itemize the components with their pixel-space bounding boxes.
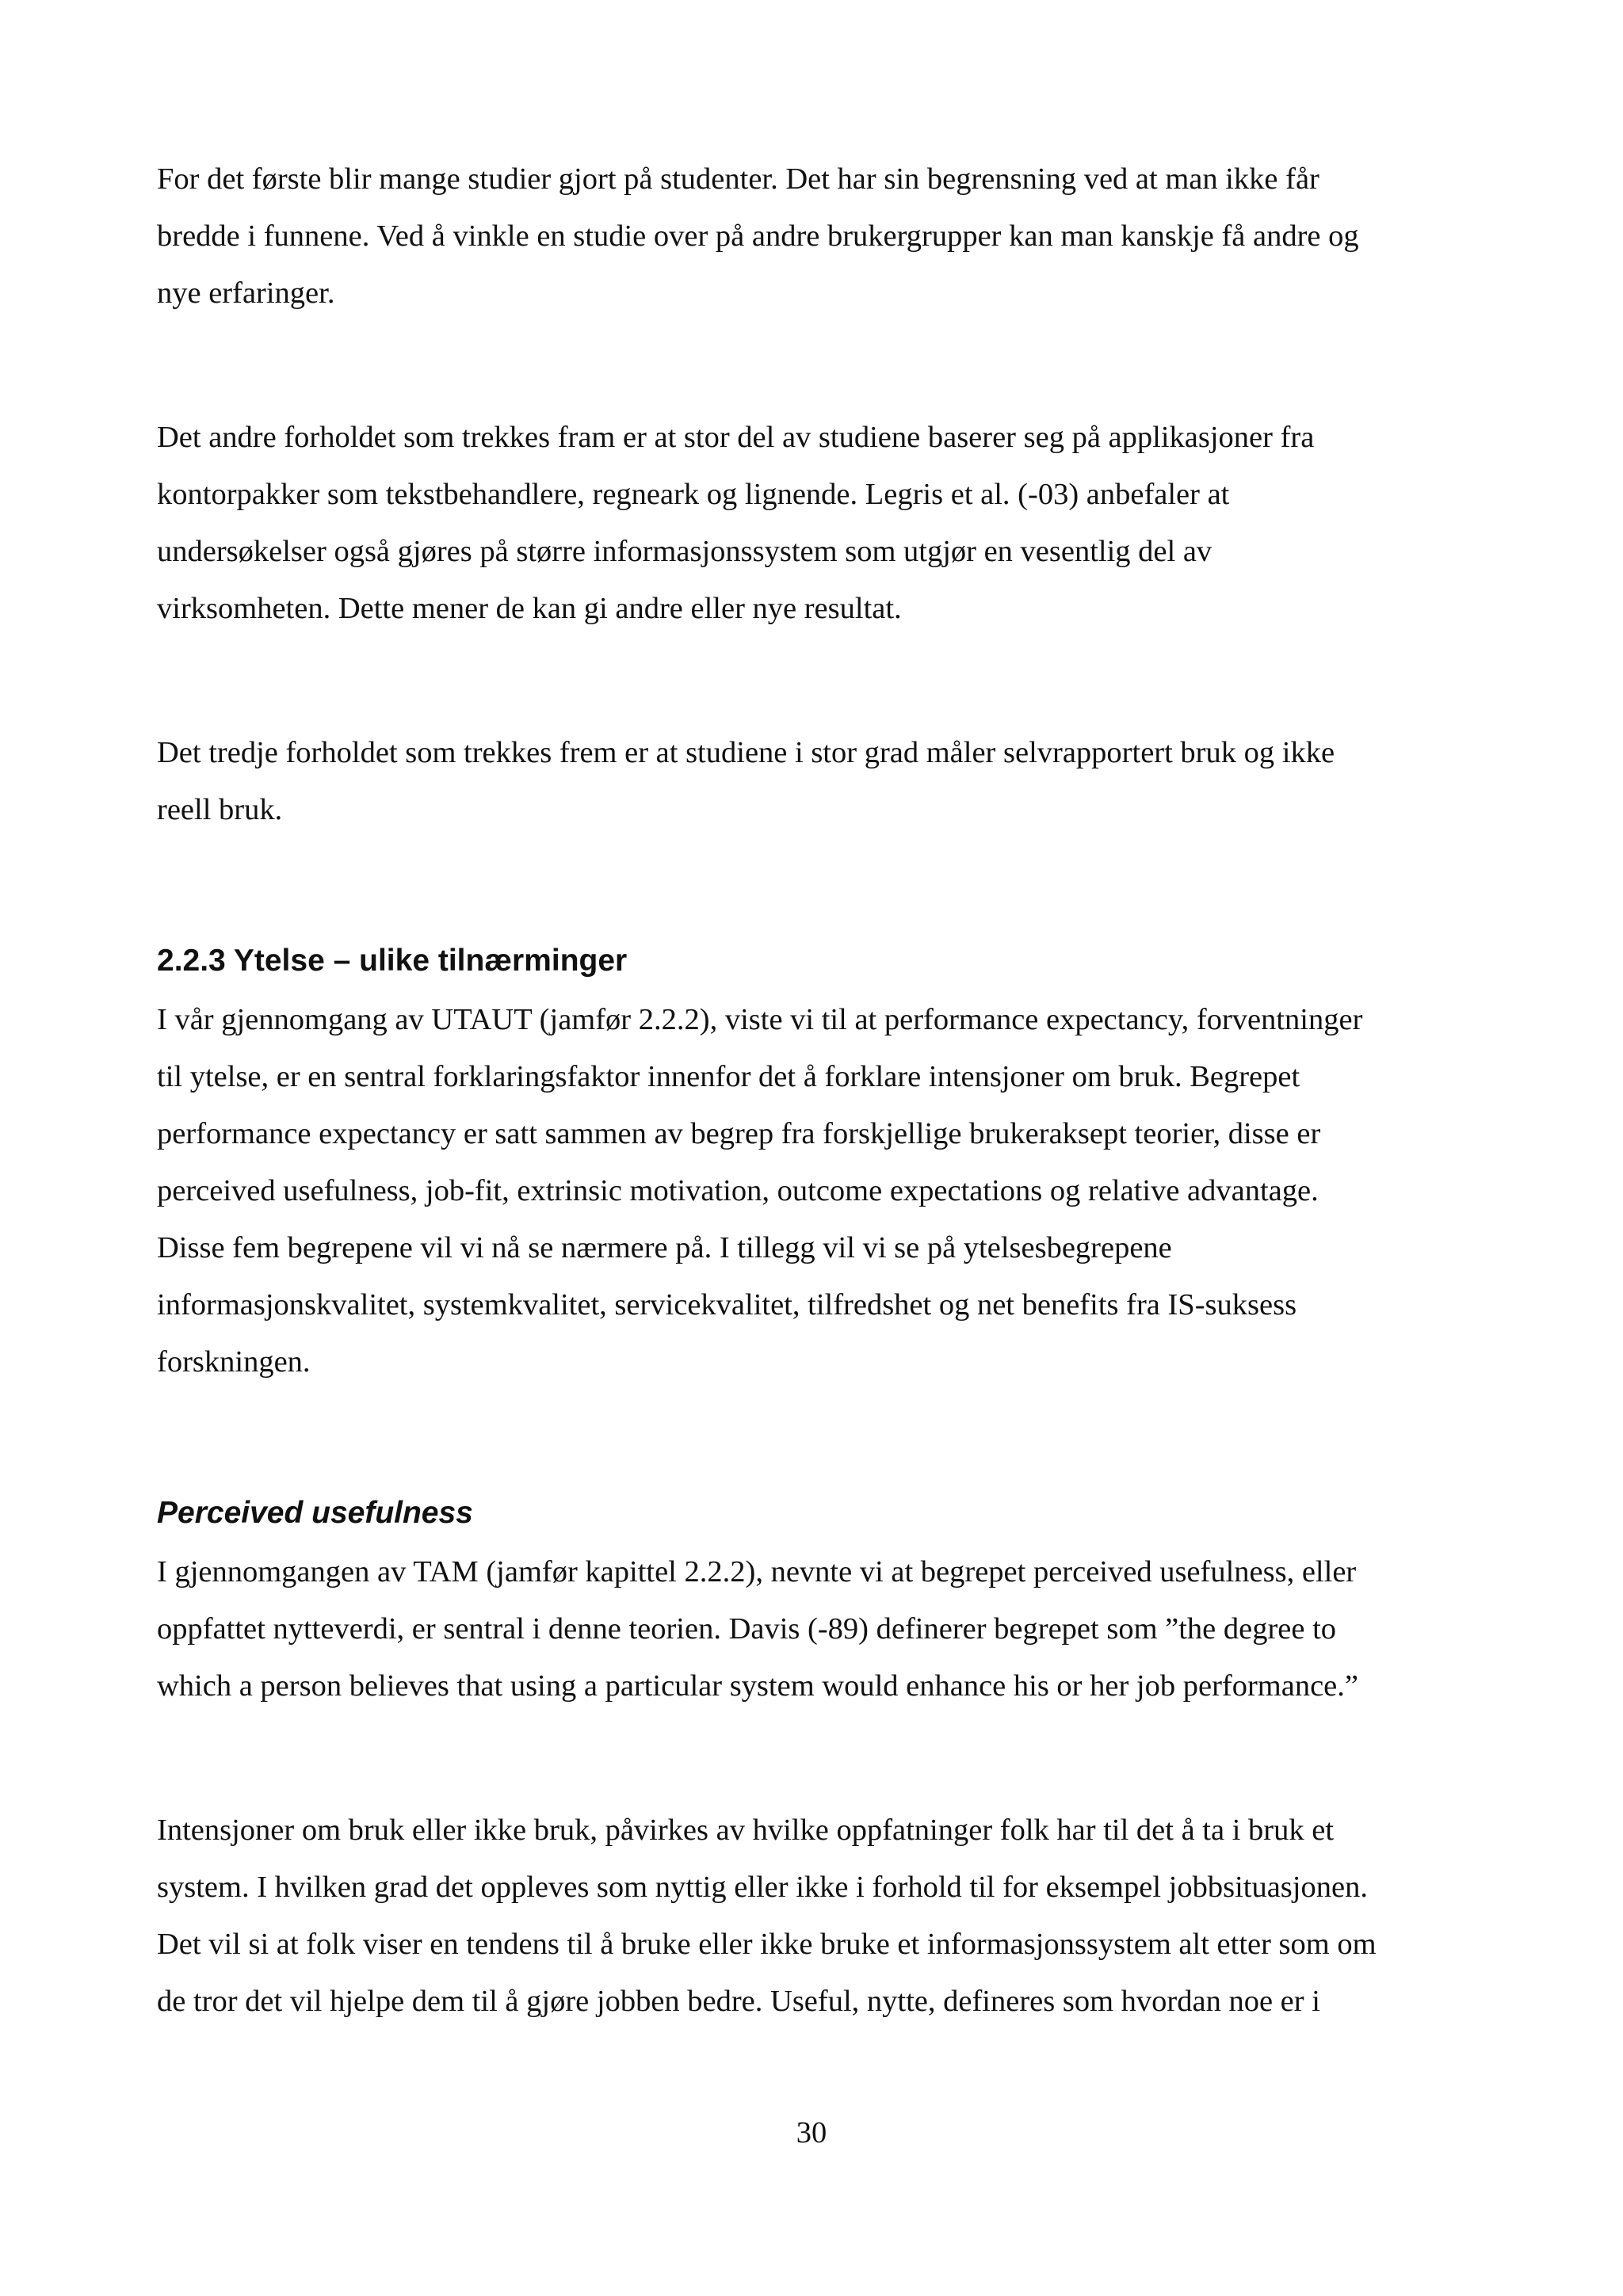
page-number: 30 <box>796 2116 827 2149</box>
paragraph-spacer <box>157 637 1496 724</box>
page-content <box>157 151 1496 2030</box>
paragraph-spacer <box>157 322 1496 409</box>
paragraph-utaut: I vår gjennomgang av UTAUT (jamfør 2.2.2), viste vi til at performance expectancy, forventninger til ytelse, er en sentral forklaringsfaktor innenfor det å forklare intensjoner om bruk. Begrepet performance expectancy er satt sammen av begrep fra forskjellige brukeraksept teorier, disse er perceived usefulness, job-fit, extrinsic motivation, outcome expectations og relative advantage. Disse fem begrepene vil vi nå se nærmere på. I tillegg vil vi se på ytelsesbegrepene informasjonskvalitet, systemkvalitet, servicekvalitet, tilfredshet og net benefits fra IS-suksess forskningen. <box>157 1003 1363 1379</box>
paragraph-applications: Det andre forholdet som trekkes fram er at stor del av studiene baserer seg på applikasjoner fra kontorpakker som tekstbehandlere, regneark og lignende. Legris et al. (-03) anbefaler at undersøkelser også gjøres på større informasjonssystem som utgjør en vesentlig del av virksomheten. Dette mener de kan gi andre eller nye resultat. <box>157 421 1315 625</box>
paragraph-students: For det første blir mange studier gjort på studenter. Det har sin begrensning ved at man ikke får bredde i funnene. Ved å vinkle en studie over på andre brukergrupper kan man kanskje få andre og nye erfaringer. <box>157 162 1359 310</box>
section-heading: 2.2.3 Ytelse – ulike tilnærminger <box>157 944 628 978</box>
paragraph-tam: I gjennomgangen av TAM (jamfør kapittel 2.2.2), nevnte vi at begrepet perceived usefulness, eller oppfattet nytteverdi, er sentral i denne teorien. Davis (-89) definerer begrepet som ”the degree to which a person believes that using a particular system would enhance his or her job performance.” <box>157 1555 1358 1703</box>
paragraph-spacer <box>157 1714 1496 1802</box>
subsection-heading: Perceived usefulness <box>157 1496 473 1530</box>
paragraph-intentions: Intensjoner om bruk eller ikke bruk, påvirkes av hvilke oppfatninger folk har til det å ta i bruk et system. I hvilken grad det oppleves som nyttig eller ikke i forhold til for eksempel jobbsituasjonen. Det vil si at folk viser en tendens til å bruke eller ikke bruke et informasjonssystem alt etter som om de tror det vil hjelpe dem til å gjøre jobben bedre. Useful, nytte, defineres som hvordan noe er i <box>157 1814 1377 2018</box>
section-spacer <box>157 838 1496 937</box>
section-spacer <box>157 1390 1496 1489</box>
paragraph-self-reported-use: Det tredje forholdet som trekkes frem er at studiene i stor grad måler selvrapportert bruk og ikke reell bruk. <box>157 736 1335 826</box>
